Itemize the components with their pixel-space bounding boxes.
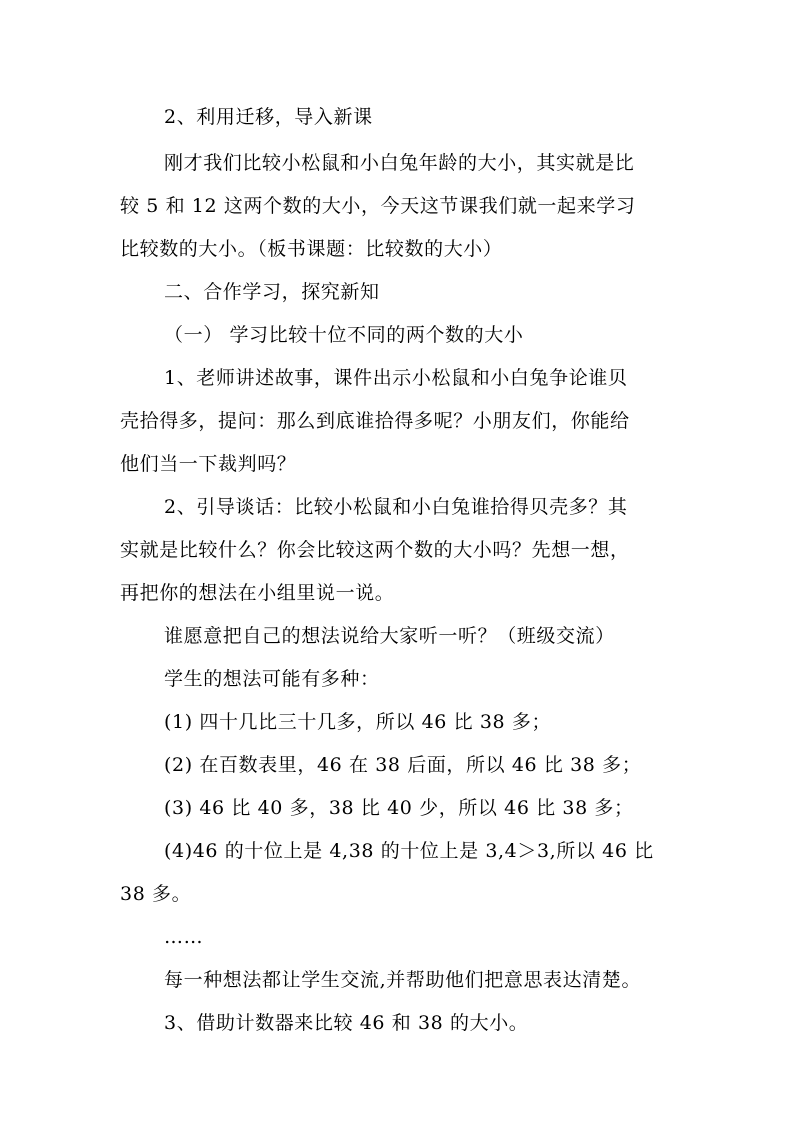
subsection-heading: （一） 学习比较十位不同的两个数的大小 [164,324,524,346]
paragraph-line: 谁愿意把自己的想法说给大家听一听？（班级交流） [164,625,615,647]
list-item-continuation: 38 多。 [120,883,192,905]
list-item: (4)46 的十位上是 4,38 的十位上是 3,4＞3,所以 46 比 [164,840,654,862]
section-heading: 3、借助计数器来比较 46 和 38 的大小。 [164,1012,529,1034]
paragraph-line: 1、老师讲述故事，课件出示小松鼠和小白兔争论谁贝 [164,367,628,389]
paragraph-line: 较 5 和 12 这两个数的大小，今天这节课我们就一起来学习 [120,195,636,217]
paragraph-line: 比较数的大小。（板书课题：比较数的大小） [120,238,503,260]
paragraph-line: 再把你的想法在小组里说一说。 [120,582,395,604]
paragraph-line: 2、引导谈话：比较小松鼠和小白兔谁拾得贝壳多？其 [164,496,628,518]
paragraph-line: 实就是比较什么？你会比较这两个数的大小吗？先想一想， [120,539,630,561]
list-item: (1) 四十几比三十几多，所以 46 比 38 多； [164,711,552,733]
paragraph-line: 学生的想法可能有多种： [164,668,380,690]
section-heading: 二、合作学习，探究新知 [164,281,380,303]
list-item: (2) 在百数表里，46 在 38 后面，所以 46 比 38 多； [164,754,642,776]
paragraph-line: 壳拾得多，提问：那么到底谁拾得多呢？小朋友们，你能给 [120,410,630,432]
paragraph-line: 每一种想法都让学生交流,并帮助他们把意思表达清楚。 [164,969,642,991]
section-heading: 2、利用迁移，导入新课 [164,106,373,128]
list-item: (3) 46 比 40 多，38 比 40 少，所以 46 比 38 多； [164,797,634,819]
ellipsis: …… [164,926,204,948]
paragraph-line: 他们当一下裁判吗？ [120,453,297,475]
paragraph-line: 刚才我们比较小松鼠和小白兔年龄的大小，其实就是比 [164,152,635,174]
